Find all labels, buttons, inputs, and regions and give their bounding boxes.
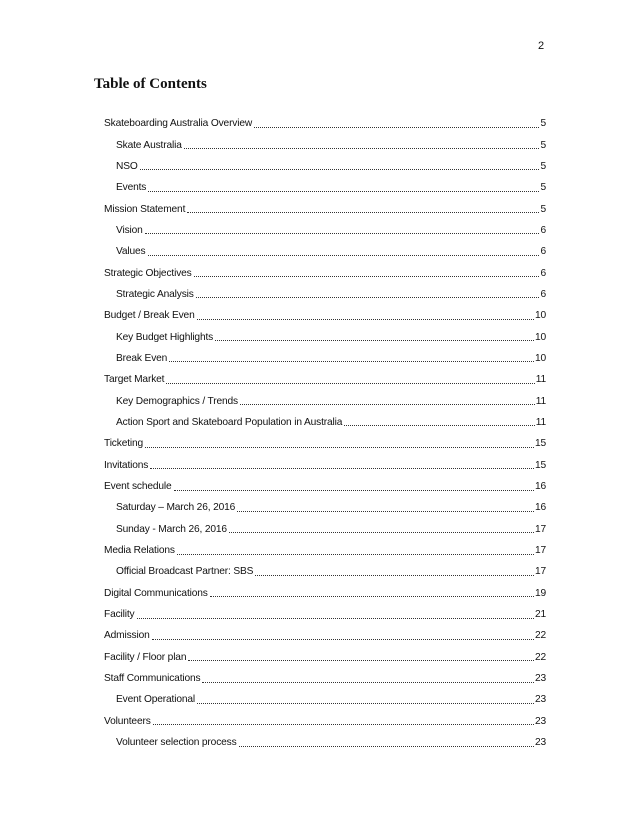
toc-entry-page: 11 [535,416,546,428]
toc-entry[interactable] [104,583,546,604]
toc-entry[interactable] [104,625,546,646]
toc-entry[interactable] [104,497,546,518]
toc-title: Table of Contents [94,76,207,92]
toc-entry[interactable] [104,561,546,582]
toc-entry[interactable] [104,711,546,732]
toc-entry-page: 16 [534,481,546,493]
dot-leader [177,553,534,555]
toc-entry-label: Media Relations [104,545,175,557]
toc-entry[interactable] [104,647,546,668]
dot-leader [197,702,534,704]
dot-leader [148,190,539,192]
dot-leader [188,659,534,661]
page-number: 2 [538,40,545,52]
toc-entry[interactable] [104,476,546,497]
toc-entry-page: 23 [534,673,546,685]
dot-leader [145,232,539,234]
toc-entry-page: 22 [534,651,546,663]
toc-entry[interactable] [104,241,546,262]
toc-entry-label: Staff Communications [104,673,201,685]
toc-entry-page: 11 [535,374,546,386]
toc-entry-page: 10 [534,310,546,322]
dot-leader [166,382,534,384]
toc-entry-page: 5 [540,139,546,151]
toc-entry-label: Event Operational [116,694,195,706]
toc-entry-label: Facility [104,609,135,621]
dot-leader [174,489,534,491]
dot-leader [240,403,535,405]
toc-entry-label: Skate Australia [116,139,182,151]
toc-entry-page: 5 [540,160,546,172]
toc-entry[interactable] [104,412,546,433]
toc-entry-page: 22 [534,630,546,642]
toc-entry-page: 6 [540,224,546,236]
toc-entry-page: 6 [540,246,546,258]
dot-leader [202,681,533,683]
toc-entry[interactable] [104,284,546,305]
dot-leader [148,254,540,256]
toc-entry-page: 11 [535,395,546,407]
toc-entry-label: Volunteers [104,715,151,727]
toc-entry-label: Volunteer selection process [116,737,237,749]
toc-entry[interactable] [104,198,546,219]
toc-entry[interactable] [104,689,546,710]
dot-leader [169,360,534,362]
dot-leader [194,275,539,277]
dot-leader [344,424,534,426]
toc-entry-page: 15 [534,459,546,471]
toc-entry[interactable] [104,390,546,411]
toc-entry-label: Strategic Analysis [116,288,194,300]
toc-entry-page: 10 [534,352,546,364]
toc-entry-label: Digital Communications [104,587,208,599]
toc-entry[interactable] [104,455,546,476]
dot-leader [152,638,534,640]
toc-entry-page: 17 [534,566,546,578]
dot-leader [215,339,534,341]
toc-entry[interactable] [104,604,546,625]
toc-entry-page: 19 [534,587,546,599]
toc-entry-label: Ticketing [104,438,144,450]
toc-entry-page: 15 [534,438,546,450]
toc-entry-page: 17 [534,523,546,535]
dot-leader [254,126,539,128]
toc-entry[interactable] [104,540,546,561]
toc-entry-label: Budget / Break Even [104,310,195,322]
toc-entry[interactable] [104,348,546,369]
toc-entry[interactable] [104,519,546,540]
dot-leader [210,595,534,597]
toc-entry-page: 5 [540,203,546,215]
dot-leader [140,168,539,170]
toc-list [104,113,546,753]
toc-entry[interactable] [104,220,546,241]
dot-leader [153,723,534,725]
toc-entry[interactable] [104,177,546,198]
toc-entry-label: Values [116,246,146,258]
toc-entry-page: 5 [540,182,546,194]
toc-entry-label: Strategic Objectives [104,267,192,279]
toc-entry-label: Official Broadcast Partner: SBS [116,566,254,578]
dot-leader [197,318,534,320]
toc-entry[interactable] [104,433,546,454]
toc-entry-label: Admission [104,630,150,642]
toc-entry-page: 23 [534,737,546,749]
toc-entry[interactable] [104,326,546,347]
toc-entry[interactable] [104,134,546,155]
dot-leader [150,467,534,469]
toc-entry-label: Events [116,182,147,194]
dot-leader [145,446,534,448]
toc-entry-label: Saturday – March 26, 2016 [116,502,236,514]
toc-entry[interactable] [104,113,546,134]
toc-entry-page: 6 [540,267,546,279]
dot-leader [255,574,534,576]
toc-entry-page: 16 [534,502,546,514]
toc-entry-page: 6 [540,288,546,300]
toc-entry-label: Action Sport and Skateboard Population in Australia [116,416,343,428]
toc-entry-page: 5 [540,118,546,130]
dot-leader [229,531,534,533]
toc-entry[interactable] [104,262,546,283]
dot-leader [237,510,534,512]
dot-leader [196,296,539,298]
toc-entry-page: 21 [534,609,546,621]
toc-entry-page: 23 [534,715,546,727]
dot-leader [184,147,539,149]
toc-entry-label: Skateboarding Australia Overview [104,118,253,130]
toc-entry-page: 23 [534,694,546,706]
dot-leader [187,211,539,213]
toc-entry-label: Sunday - March 26, 2016 [116,523,227,535]
toc-entry[interactable] [104,369,546,390]
toc-entry-label: Vision [116,224,143,236]
toc-entry-label: Key Demographics / Trends [116,395,238,407]
toc-entry-label: NSO [116,160,138,172]
toc-entry-label: Mission Statement [104,203,186,215]
toc-entry[interactable] [104,305,546,326]
toc-entry-page: 10 [534,331,546,343]
toc-entry-label: Event schedule [104,481,172,493]
toc-entry-label: Target Market [104,374,165,386]
toc-entry[interactable] [104,732,546,753]
toc-entry-label: Facility / Floor plan [104,651,187,663]
toc-entry-page: 17 [534,545,546,557]
toc-entry-label: Invitations [104,459,149,471]
dot-leader [239,745,534,747]
toc-entry-label: Key Budget Highlights [116,331,214,343]
toc-entry-label: Break Even [116,352,168,364]
toc-entry[interactable] [104,156,546,177]
toc-entry[interactable] [104,668,546,689]
dot-leader [137,617,534,619]
